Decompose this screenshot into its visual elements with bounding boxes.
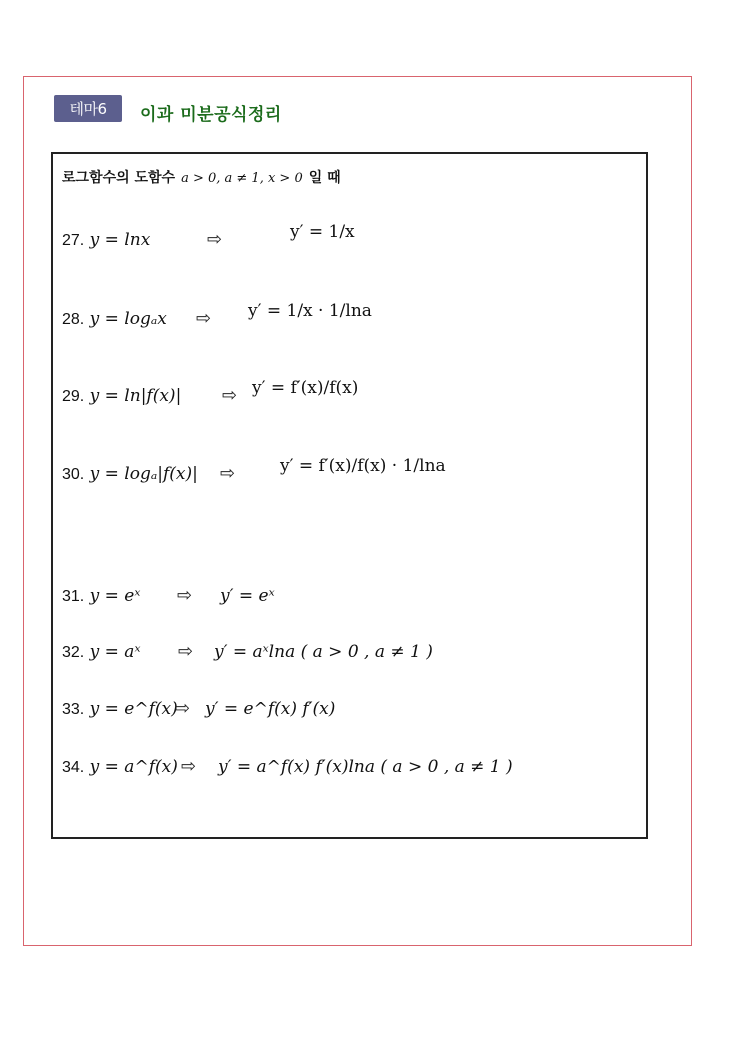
formula-lhs: y = e^f(x) <box>89 699 178 719</box>
formula-29-rhs: y′ = f′(x)/f(x) <box>252 378 359 398</box>
formula-28-rhs: y′ = 1/x · 1/lna <box>248 301 372 321</box>
formula-number: 28. <box>62 311 85 328</box>
page-title: 이과 미분공식정리 <box>140 105 282 125</box>
arrow-icon: ⇨ <box>220 463 236 484</box>
formula-30 <box>62 464 198 484</box>
theme-badge: 테마6 <box>54 95 122 122</box>
box-header-suffix: 일 때 <box>308 170 341 186</box>
box-header-label: 로그함수의 도함수 <box>62 170 176 186</box>
formula-28 <box>62 309 167 329</box>
arrow-icon: ⇨ <box>222 385 238 406</box>
arrow-icon: ⇨ <box>207 229 223 250</box>
formula-number: 29. <box>62 388 85 405</box>
formula-number: 33. <box>62 701 85 718</box>
formula-34-rhs: y′ = a^f(x) f′(x)lna ( a > 0 , a ≠ 1 ) <box>218 757 513 777</box>
formula-lhs: y = aˣ <box>89 642 141 662</box>
formula-lhs: y = a^f(x) <box>89 757 178 777</box>
formula-lhs: y = logₐ|f(x)| <box>89 464 198 484</box>
formula-number: 34. <box>62 759 85 776</box>
formula-lhs: y = lnx <box>89 230 151 250</box>
formula-33 <box>62 699 178 719</box>
formula-number: 27. <box>62 232 85 249</box>
box-header-condition: a > 0, a ≠ 1, x > 0 <box>181 171 303 186</box>
arrow-icon: ⇨ <box>175 698 191 719</box>
formula-27-rhs: y′ = 1/x <box>290 222 355 242</box>
formula-27 <box>62 230 150 250</box>
box-header <box>62 167 341 187</box>
formula-31 <box>62 586 140 606</box>
formula-lhs: y = eˣ <box>89 586 141 606</box>
formula-34 <box>62 757 178 777</box>
formula-box <box>51 152 648 839</box>
formula-30-rhs: y′ = f′(x)/f(x) · 1/lna <box>280 456 446 476</box>
formula-number: 32. <box>62 644 85 661</box>
formula-lhs: y = logₐx <box>89 309 167 329</box>
formula-32 <box>62 642 140 662</box>
formula-number: 31. <box>62 588 85 605</box>
formula-lhs: y = ln|f(x)| <box>89 386 182 406</box>
formula-number: 30. <box>62 466 85 483</box>
arrow-icon: ⇨ <box>177 585 193 606</box>
arrow-icon: ⇨ <box>178 641 194 662</box>
formula-32-rhs: y′ = aˣlna ( a > 0 , a ≠ 1 ) <box>214 642 433 662</box>
formula-29 <box>62 386 181 406</box>
arrow-icon: ⇨ <box>181 756 197 777</box>
arrow-icon: ⇨ <box>196 308 212 329</box>
formula-31-rhs: y′ = eˣ <box>220 586 275 606</box>
formula-33-rhs: y′ = e^f(x) f′(x) <box>205 699 336 719</box>
